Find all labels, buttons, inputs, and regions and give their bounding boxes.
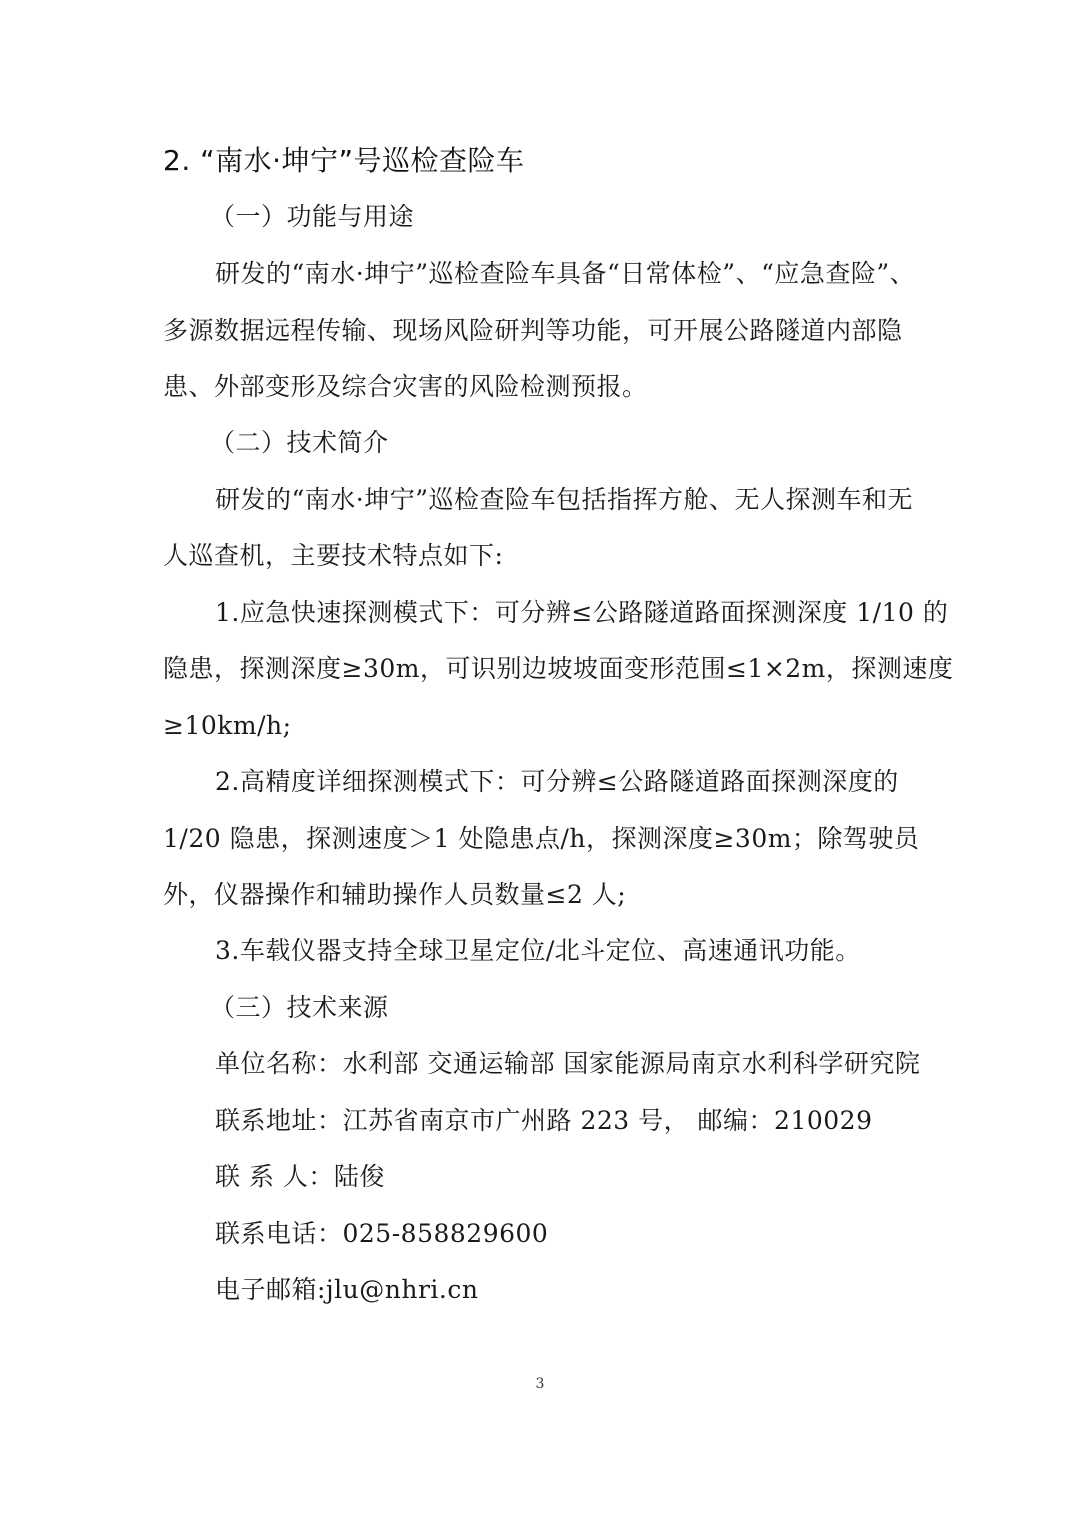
subsection-heading-tech-intro: （二）技术简介 [210, 428, 389, 457]
subsection-heading-function: （一）功能与用途 [210, 202, 415, 231]
paragraph-line: 人巡查机，主要技术特点如下: [163, 541, 504, 570]
feature-point-1-line: 1.应急快速探测模式下：可分辨≤公路隧道路面探测深度 1/10 的 [215, 598, 949, 627]
paragraph-line: 多源数据远程传输、现场风险研判等功能，可开展公路隧道内部隐 [163, 316, 903, 345]
contact-person: 联 系 人：陆俊 [215, 1162, 385, 1191]
feature-point-3: 3.车载仪器支持全球卫星定位/北斗定位、高速通讯功能。 [215, 936, 861, 965]
section-title: 2. “南水·坤宁”号巡检查险车 [163, 144, 525, 177]
paragraph-line: 研发的“南水·坤宁”巡检查险车具备“日常体检”、“应急查险”、 [215, 259, 916, 288]
contact-email: 电子邮箱:jlu@nhri.cn [215, 1275, 479, 1304]
contact-unit: 单位名称：水利部 交通运输部 国家能源局南京水利科学研究院 [215, 1049, 921, 1078]
feature-point-2-line: 1/20 隐患，探测速度＞1 处隐患点/h，探测深度≥30m；除驾驶员 [163, 824, 920, 853]
page-number: 3 [535, 1376, 545, 1392]
contact-phone: 联系电话：025-858829600 [215, 1219, 549, 1248]
contact-address: 联系地址：江苏省南京市广州路 223 号， 邮编：210029 [215, 1106, 873, 1135]
feature-point-2-line: 2.高精度详细探测模式下：可分辨≤公路隧道路面探测深度的 [215, 767, 899, 796]
feature-point-1-line: ≥10km/h; [163, 711, 292, 740]
paragraph-line: 患、外部变形及综合灾害的风险检测预报。 [163, 372, 648, 401]
subsection-heading-tech-source: （三）技术来源 [210, 993, 389, 1022]
feature-point-2-line: 外，仪器操作和辅助操作人员数量≤2 人; [163, 880, 627, 909]
paragraph-line: 研发的“南水·坤宁”巡检查险车包括指挥方舱、无人探测车和无 [215, 485, 914, 514]
feature-point-1-line: 隐患，探测深度≥30m，可识别边坡坡面变形范围≤1×2m，探测速度 [163, 654, 954, 683]
